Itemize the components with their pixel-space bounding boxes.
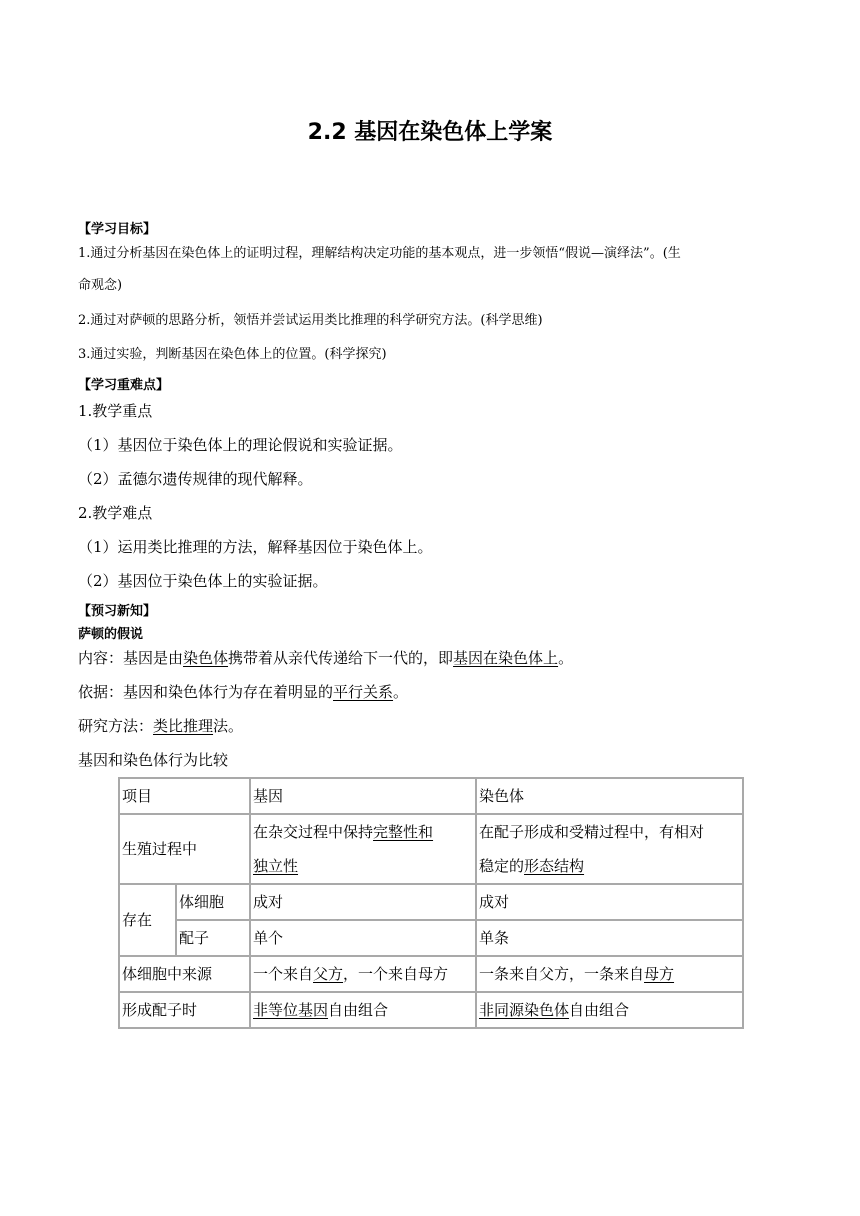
cell-gene-somatic: 成对: [250, 884, 476, 920]
cell-answer: 独立性: [253, 857, 299, 875]
row-label-gamete-formation: 形成配子时: [119, 992, 250, 1028]
table-caption: 基因和染色体行为比较: [78, 751, 229, 769]
header-item: 项目: [119, 778, 250, 814]
basis-text-a: 依据：基因和染色体行为存在着明显的: [78, 683, 334, 701]
goal-item-1-line-1: 1.通过分析基因在染色体上的证明过程，理解结构决定功能的基本观点，进一步领悟“假说—演绎法”。(生: [78, 246, 681, 261]
cell-text: ，一个来自母方: [343, 965, 449, 983]
key-heading: 【学习重难点】: [78, 378, 170, 393]
basis-text-b: 。: [393, 683, 409, 701]
cell-answer: 完整性和: [373, 823, 434, 841]
method-text-a: 研究方法：: [78, 717, 154, 735]
difficulty-item-2: （2）基因位于染色体上的实验证据。: [78, 572, 328, 590]
preview-heading: 【预习新知】: [78, 604, 157, 619]
cell-chromosome-somatic: 成对: [476, 884, 743, 920]
sub-label-somatic: 体细胞: [176, 884, 250, 920]
content-answer-1: 染色体: [183, 649, 229, 667]
goal-item-3: 3.通过实验，判断基因在染色体上的位置。(科学探究): [78, 347, 387, 362]
cell-answer: 非同源染色体: [479, 1001, 570, 1019]
goal-item-2: 2.通过对萨顿的思路分析，领悟并尝试运用类比推理的科学研究方法。(科学思维): [78, 313, 543, 328]
content-text-b: 携带着从亲代传递给下一代的，即: [228, 649, 454, 667]
cell-text: 在配子形成和受精过程中，有相对: [479, 823, 705, 841]
table-row: [119, 992, 743, 1028]
row-label-existence: 存在: [119, 884, 176, 956]
difficulty-title: 2.教学难点: [78, 504, 153, 522]
table-row: [119, 884, 743, 920]
focus-item-1: （1）基因位于染色体上的理论假说和实验证据。: [78, 436, 403, 454]
method-text-b: 法。: [213, 717, 244, 735]
header-chromosome: 染色体: [476, 778, 743, 814]
row-label-origin: 体细胞中来源: [119, 956, 250, 992]
cell-text: 一个来自: [253, 965, 314, 983]
focus-title: 1.教学重点: [78, 402, 153, 420]
cell-gene-origin: [250, 956, 476, 992]
table-row: [119, 814, 743, 884]
table-header-row: [119, 778, 743, 814]
cell-answer: 母方: [644, 965, 675, 983]
focus-item-2: （2）孟德尔遗传规律的现代解释。: [78, 470, 313, 488]
cell-chromosome-reproduction: [476, 814, 743, 884]
table-row: [119, 956, 743, 992]
preview-subheading: 萨顿的假说: [78, 627, 144, 642]
sub-label-gamete: 配子: [176, 920, 250, 956]
cell-chromosome-gamete-formation: [476, 992, 743, 1028]
cell-text: 在杂交过程中保持: [253, 823, 374, 841]
page-title: 2.2 基因在染色体上学案: [307, 120, 553, 145]
cell-gene-gamete: 单个: [250, 920, 476, 956]
cell-answer: 父方: [313, 965, 344, 983]
basis-paragraph: [78, 682, 408, 702]
method-paragraph: [78, 716, 243, 736]
cell-text: 稳定的: [479, 857, 525, 875]
content-answer-2: 基因在染色体上: [453, 649, 559, 667]
basis-answer: 平行关系: [333, 683, 394, 701]
row-label-reproduction: 生殖过程中: [119, 814, 250, 884]
cell-chromosome-origin: [476, 956, 743, 992]
content-paragraph: [78, 648, 573, 668]
goals-heading: 【学习目标】: [78, 222, 157, 237]
cell-gene-gamete-formation: [250, 992, 476, 1028]
table-row: [119, 920, 743, 956]
content-text-a: 内容：基因是由: [78, 649, 184, 667]
header-gene: 基因: [250, 778, 476, 814]
goal-item-1-line-2: 命观念): [78, 278, 123, 293]
comparison-table: [118, 777, 744, 1029]
cell-text: 自由组合: [328, 1001, 389, 1019]
cell-gene-reproduction: [250, 814, 476, 884]
cell-answer: 非等位基因: [253, 1001, 329, 1019]
content-text-c: 。: [558, 649, 574, 667]
method-answer: 类比推理: [153, 717, 214, 735]
cell-text: 一条来自父方，一条来自: [479, 965, 645, 983]
difficulty-item-1: （1）运用类比推理的方法，解释基因位于染色体上。: [78, 538, 433, 556]
cell-chromosome-gamete: 单条: [476, 920, 743, 956]
cell-answer: 形态结构: [524, 857, 585, 875]
cell-text: 自由组合: [569, 1001, 630, 1019]
